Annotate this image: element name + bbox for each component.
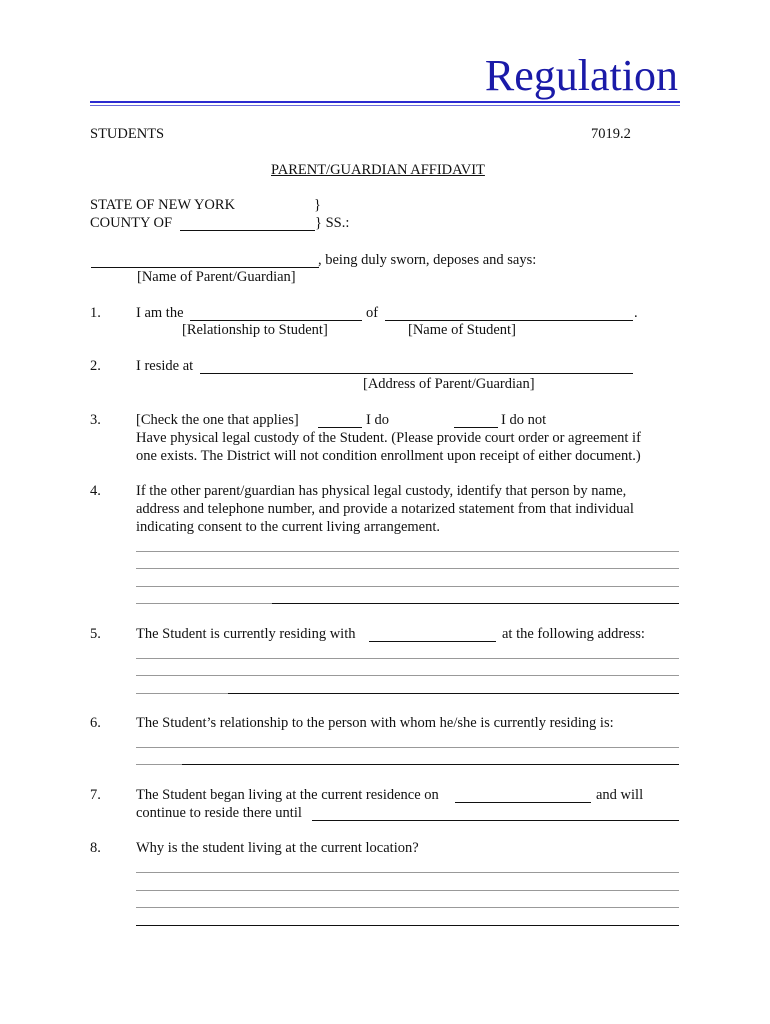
reason-answer-line[interactable]: [136, 925, 679, 926]
category-label: STUDENTS: [90, 126, 165, 142]
reason-answer-line[interactable]: [136, 890, 679, 891]
regulation-heading: Regulation: [484, 51, 678, 100]
item-number: 1.: [90, 305, 101, 321]
relationship-answer-line[interactable]: [136, 747, 679, 748]
header-rule: [90, 101, 680, 103]
address-field[interactable]: [200, 373, 633, 374]
custody-answer-line[interactable]: [136, 568, 679, 569]
custody-answer-line[interactable]: [136, 586, 679, 587]
i-do-not-checkbox-line[interactable]: [454, 427, 498, 428]
item-number: 6.: [90, 715, 101, 731]
end-date-field[interactable]: [312, 820, 679, 821]
option-i-do-not: I do not: [501, 412, 547, 428]
county-field[interactable]: [180, 230, 315, 231]
item7-line2: continue to reside there until: [136, 805, 302, 821]
parent-name-caption: [Name of Parent/Guardian]: [137, 269, 296, 285]
student-name-field[interactable]: [385, 320, 633, 321]
item4-line3: indicating consent to the current living arrangement.: [136, 519, 440, 535]
item-number: 4.: [90, 483, 101, 499]
residence-address-line[interactable]: [228, 693, 679, 694]
relationship-caption: [Relationship to Student]: [182, 322, 328, 338]
state-brace: }: [314, 197, 321, 213]
item3-line3: one exists. The District will not condition enrollment upon receipt of either document.): [136, 448, 641, 464]
option-i-do: I do: [366, 412, 389, 428]
residing-with-field[interactable]: [369, 641, 496, 642]
ss-label: } SS.:: [315, 215, 350, 231]
relationship-answer-line[interactable]: [136, 764, 182, 765]
item7-lead: The Student began living at the current residence on: [136, 787, 439, 803]
item-number: 5.: [90, 626, 101, 642]
item6-text: The Student’s relationship to the person with whom he/she is currently residing is:: [136, 715, 614, 731]
start-date-field[interactable]: [455, 802, 591, 803]
custody-answer-line[interactable]: [136, 551, 679, 552]
student-name-caption: [Name of Student]: [408, 322, 516, 338]
item-number: 3.: [90, 412, 101, 428]
state-label: STATE OF NEW YORK: [90, 197, 236, 213]
header-rule-secondary: [90, 105, 680, 106]
i-do-checkbox-line[interactable]: [318, 427, 362, 428]
sworn-statement: , being duly sworn, deposes and says:: [318, 252, 537, 268]
item-number: 2.: [90, 358, 101, 374]
item4-line2: address and telephone number, and provide a notarized statement from that individual: [136, 501, 634, 517]
item2-lead: I reside at: [136, 358, 194, 374]
relationship-field[interactable]: [190, 320, 362, 321]
county-label: COUNTY OF: [90, 215, 173, 231]
item1-end: .: [634, 305, 638, 321]
relationship-answer-line[interactable]: [182, 764, 679, 765]
item3-line2: Have physical legal custody of the Student. (Please provide court order or agreement if: [136, 430, 641, 446]
custody-answer-line[interactable]: [136, 603, 272, 604]
parent-name-field[interactable]: [91, 267, 319, 268]
residence-address-line[interactable]: [136, 675, 679, 676]
reason-answer-line[interactable]: [136, 907, 679, 908]
reason-answer-line[interactable]: [136, 872, 679, 873]
item5-lead: The Student is currently residing with: [136, 626, 356, 642]
item1-lead: I am the: [136, 305, 184, 321]
residence-address-line[interactable]: [136, 658, 679, 659]
residence-address-line[interactable]: [136, 693, 228, 694]
address-caption: [Address of Parent/Guardian]: [363, 376, 535, 392]
item-number: 8.: [90, 840, 101, 856]
item8-text: Why is the student living at the current location?: [136, 840, 419, 856]
item3-lead: [Check the one that applies]: [136, 412, 299, 428]
item-number: 7.: [90, 787, 101, 803]
item5-tail: at the following address:: [502, 626, 645, 642]
item7-tail: and will: [596, 787, 644, 803]
item1-of: of: [366, 305, 379, 321]
item4-line1: If the other parent/guardian has physical legal custody, identify that person by name,: [136, 483, 627, 499]
document-title: PARENT/GUARDIAN AFFIDAVIT: [271, 162, 485, 178]
policy-code: 7019.2: [591, 126, 631, 142]
custody-answer-line[interactable]: [272, 603, 679, 604]
